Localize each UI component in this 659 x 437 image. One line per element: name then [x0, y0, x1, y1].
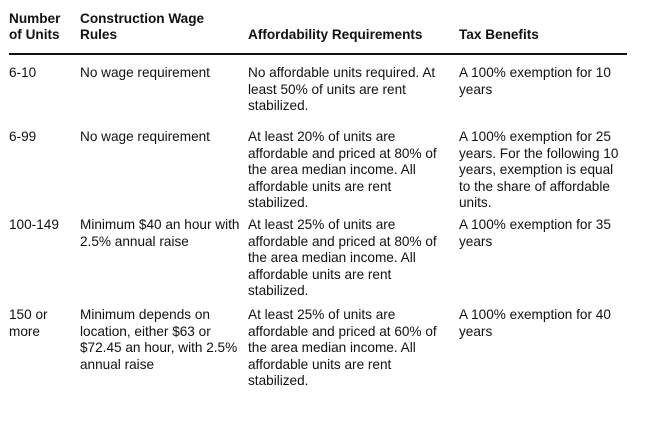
table-row [9, 54, 627, 129]
cell-affordability: At least 25% of units are affordable and priced at 80% of the area median income. All affordable units are rent stabilized. [248, 217, 437, 299]
housing-requirements-table [9, 9, 627, 390]
cell-units: 6-10 [9, 65, 37, 80]
table-row [9, 129, 627, 217]
header-tax-benefits: Tax Benefits [459, 9, 627, 54]
cell-units: 100-149 [9, 217, 59, 232]
table-row [9, 217, 627, 307]
cell-wage: No wage requirement [80, 65, 210, 80]
table-header [9, 9, 627, 54]
cell-tax: A 100% exemption for 25 years. For the following 10 years, exemption is equal to the share of affordable units. [459, 129, 619, 211]
header-construction-wage-rules: Construction Wage Rules [80, 9, 248, 54]
cell-affordability: At least 25% of units are affordable and priced at 60% of the area median income. All affordable units are rent stabilized. [248, 307, 437, 389]
cell-wage: No wage requirement [80, 129, 210, 144]
header-affordability-requirements: Affordability Requirements [248, 9, 459, 54]
cell-affordability: No affordable units required. At least 50% of units are rent stabilized. [248, 65, 436, 114]
cell-affordability: At least 20% of units are affordable and priced at 80% of the area median income. All affordable units are rent stabilized. [248, 129, 437, 211]
table-row [9, 307, 627, 390]
cell-units: 6-99 [9, 129, 37, 144]
header-row [9, 9, 627, 54]
table-body [9, 54, 627, 390]
cell-wage: Minimum depends on location, either $63 or $72.45 an hour, with 2.5% annual raise [80, 307, 238, 372]
cell-tax: A 100% exemption for 10 years [459, 65, 611, 97]
header-number-of-units: Number of Units [9, 9, 80, 54]
cell-tax: A 100% exemption for 40 years [459, 307, 611, 339]
cell-units: 150 or more [9, 307, 48, 339]
cell-wage: Minimum $40 an hour with 2.5% annual raise [80, 217, 240, 249]
cell-tax: A 100% exemption for 35 years [459, 217, 611, 249]
